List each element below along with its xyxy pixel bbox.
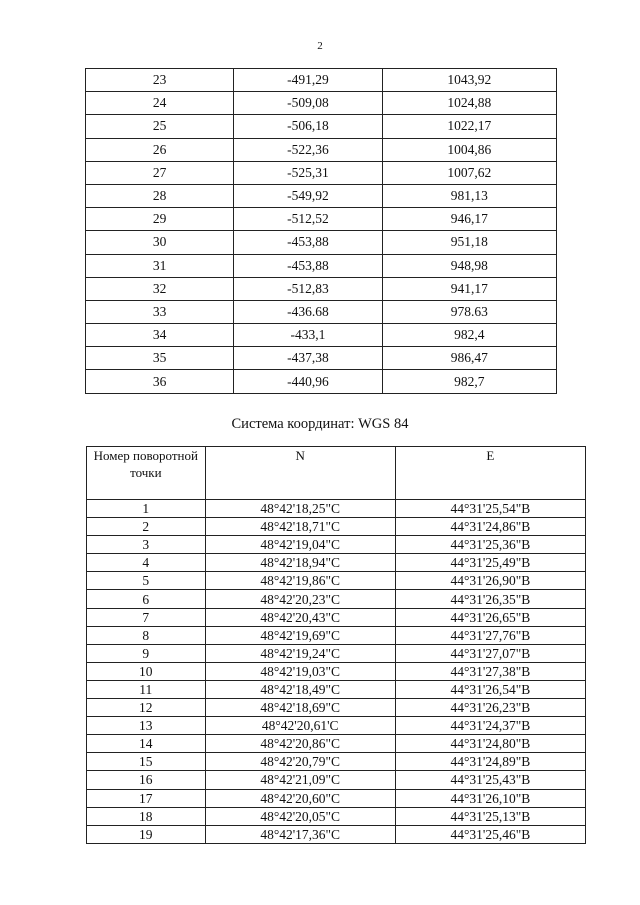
local-point-number-cell: 32 [86, 277, 234, 300]
table-row [87, 572, 586, 590]
coordinates-table-wgs84-body [87, 500, 586, 844]
table-row [87, 735, 586, 753]
wgs84-coord-e-cell: 44°31'24,80"В [395, 735, 585, 753]
wgs84-coord-e-cell: 44°31'26,90"В [395, 572, 585, 590]
table-row [87, 789, 586, 807]
local-coord-e-cell: 1004,86 [382, 138, 556, 161]
local-point-number-cell: 35 [86, 347, 234, 370]
header-n: N [205, 447, 395, 500]
local-coord-n-cell: -433,1 [234, 324, 382, 347]
wgs84-coord-e-cell: 44°31'24,37"В [395, 717, 585, 735]
table-row [87, 590, 586, 608]
local-point-number-cell: 30 [86, 231, 234, 254]
wgs84-coord-e-cell: 44°31'25,36"В [395, 536, 585, 554]
local-coord-e-cell: 1024,88 [382, 92, 556, 115]
table-row [87, 680, 586, 698]
wgs84-point-number-cell: 13 [87, 717, 206, 735]
table-row [86, 115, 557, 138]
wgs84-coord-n-cell: 48°42'18,94"С [205, 554, 395, 572]
wgs84-coord-n-cell: 48°42'21,09"С [205, 771, 395, 789]
coordinates-table-wgs84 [86, 446, 586, 844]
wgs84-coord-e-cell: 44°31'26,23"В [395, 699, 585, 717]
table-row [86, 161, 557, 184]
local-coord-n-cell: -525,31 [234, 161, 382, 184]
wgs84-point-number-cell: 18 [87, 807, 206, 825]
local-coord-n-cell: -437,38 [234, 347, 382, 370]
local-coord-n-cell: -436.68 [234, 300, 382, 323]
wgs84-coord-e-cell: 44°31'27,07"В [395, 644, 585, 662]
local-coord-e-cell: 978.63 [382, 300, 556, 323]
wgs84-coord-e-cell: 44°31'25,54"В [395, 500, 585, 518]
table-row [87, 518, 586, 536]
wgs84-point-number-cell: 7 [87, 608, 206, 626]
table-row [86, 231, 557, 254]
table-header-row [87, 447, 586, 500]
local-coord-e-cell: 941,17 [382, 277, 556, 300]
wgs84-point-number-cell: 9 [87, 644, 206, 662]
local-point-number-cell: 34 [86, 324, 234, 347]
local-point-number-cell: 24 [86, 92, 234, 115]
local-coord-e-cell: 946,17 [382, 208, 556, 231]
table-row [86, 370, 557, 393]
wgs84-point-number-cell: 2 [87, 518, 206, 536]
wgs84-coord-e-cell: 44°31'25,46"В [395, 825, 585, 843]
wgs84-coord-n-cell: 48°42'19,86"С [205, 572, 395, 590]
table-row [86, 254, 557, 277]
coordinates-table-local-body [86, 69, 557, 394]
wgs84-point-number-cell: 6 [87, 590, 206, 608]
page-number: 2 [317, 40, 323, 52]
table-row [86, 324, 557, 347]
table-row [87, 626, 586, 644]
local-point-number-cell: 27 [86, 161, 234, 184]
wgs84-coord-e-cell: 44°31'25,13"В [395, 807, 585, 825]
wgs84-coord-n-cell: 48°42'19,69"С [205, 626, 395, 644]
local-point-number-cell: 31 [86, 254, 234, 277]
wgs84-coord-n-cell: 48°42'18,71"С [205, 518, 395, 536]
local-coord-n-cell: -491,29 [234, 69, 382, 92]
wgs84-coord-n-cell: 48°42'18,49"С [205, 680, 395, 698]
table-row [87, 753, 586, 771]
wgs84-point-number-cell: 15 [87, 753, 206, 771]
wgs84-coord-n-cell: 48°42'19,04"С [205, 536, 395, 554]
local-point-number-cell: 26 [86, 138, 234, 161]
table-row [86, 184, 557, 207]
local-coord-e-cell: 951,18 [382, 231, 556, 254]
wgs84-point-number-cell: 1 [87, 500, 206, 518]
table-row [86, 69, 557, 92]
header-point-number: Номер поворотной точки [87, 447, 206, 500]
table-row [87, 771, 586, 789]
coordinates-table-local [85, 68, 557, 394]
local-coord-e-cell: 948,98 [382, 254, 556, 277]
local-coord-n-cell: -509,08 [234, 92, 382, 115]
local-coord-n-cell: -549,92 [234, 184, 382, 207]
table-row [86, 138, 557, 161]
wgs84-coord-e-cell: 44°31'26,35"В [395, 590, 585, 608]
wgs84-coord-n-cell: 48°42'20,43"С [205, 608, 395, 626]
wgs84-point-number-cell: 16 [87, 771, 206, 789]
header-e: E [395, 447, 585, 500]
wgs84-point-number-cell: 8 [87, 626, 206, 644]
local-coord-e-cell: 982,4 [382, 324, 556, 347]
wgs84-point-number-cell: 14 [87, 735, 206, 753]
wgs84-coord-n-cell: 48°42'20,60"С [205, 789, 395, 807]
table-row [87, 644, 586, 662]
wgs84-coord-n-cell: 48°42'18,25"С [205, 500, 395, 518]
local-coord-n-cell: -512,52 [234, 208, 382, 231]
wgs84-coord-e-cell: 44°31'24,86"В [395, 518, 585, 536]
wgs84-coord-n-cell: 48°42'17,36"С [205, 825, 395, 843]
local-point-number-cell: 33 [86, 300, 234, 323]
table-row [86, 208, 557, 231]
wgs84-coord-e-cell: 44°31'27,76"В [395, 626, 585, 644]
table-row [86, 92, 557, 115]
table-row [87, 699, 586, 717]
wgs84-point-number-cell: 19 [87, 825, 206, 843]
wgs84-point-number-cell: 17 [87, 789, 206, 807]
table-row [87, 807, 586, 825]
wgs84-coord-n-cell: 48°42'20,05"С [205, 807, 395, 825]
wgs84-point-number-cell: 10 [87, 662, 206, 680]
local-point-number-cell: 36 [86, 370, 234, 393]
local-coord-e-cell: 1043,92 [382, 69, 556, 92]
wgs84-coord-n-cell: 48°42'20,79"С [205, 753, 395, 771]
wgs84-coord-e-cell: 44°31'25,43"В [395, 771, 585, 789]
wgs84-point-number-cell: 5 [87, 572, 206, 590]
local-coord-n-cell: -506,18 [234, 115, 382, 138]
local-coord-e-cell: 981,13 [382, 184, 556, 207]
table-row [87, 717, 586, 735]
table-row [87, 554, 586, 572]
wgs84-coord-e-cell: 44°31'26,54"В [395, 680, 585, 698]
local-coord-e-cell: 1007,62 [382, 161, 556, 184]
local-coord-e-cell: 1022,17 [382, 115, 556, 138]
local-point-number-cell: 28 [86, 184, 234, 207]
wgs84-point-number-cell: 4 [87, 554, 206, 572]
wgs84-coord-n-cell: 48°42'20,61'С [205, 717, 395, 735]
local-point-number-cell: 29 [86, 208, 234, 231]
wgs84-coord-n-cell: 48°42'19,03"С [205, 662, 395, 680]
wgs84-coord-e-cell: 44°31'27,38"В [395, 662, 585, 680]
wgs84-coord-e-cell: 44°31'25,49"В [395, 554, 585, 572]
local-coord-n-cell: -440,96 [234, 370, 382, 393]
table-row [86, 300, 557, 323]
wgs84-point-number-cell: 11 [87, 680, 206, 698]
local-coord-n-cell: -453,88 [234, 231, 382, 254]
wgs84-coord-n-cell: 48°42'18,69"С [205, 699, 395, 717]
table-row [87, 825, 586, 843]
local-point-number-cell: 23 [86, 69, 234, 92]
table-row [87, 608, 586, 626]
table-row [87, 500, 586, 518]
local-point-number-cell: 25 [86, 115, 234, 138]
local-coord-n-cell: -453,88 [234, 254, 382, 277]
wgs84-coord-e-cell: 44°31'26,10"В [395, 789, 585, 807]
table-row [86, 277, 557, 300]
wgs84-coord-e-cell: 44°31'24,89"В [395, 753, 585, 771]
table-row [87, 536, 586, 554]
table-row [86, 347, 557, 370]
coordinate-system-title: Система координат: WGS 84 [231, 416, 409, 432]
wgs84-coord-n-cell: 48°42'20,86"С [205, 735, 395, 753]
local-coord-n-cell: -512,83 [234, 277, 382, 300]
wgs84-point-number-cell: 12 [87, 699, 206, 717]
local-coord-e-cell: 982,7 [382, 370, 556, 393]
table-row [87, 662, 586, 680]
wgs84-coord-n-cell: 48°42'19,24"С [205, 644, 395, 662]
wgs84-coord-n-cell: 48°42'20,23"С [205, 590, 395, 608]
wgs84-point-number-cell: 3 [87, 536, 206, 554]
local-coord-n-cell: -522,36 [234, 138, 382, 161]
local-coord-e-cell: 986,47 [382, 347, 556, 370]
wgs84-coord-e-cell: 44°31'26,65"В [395, 608, 585, 626]
